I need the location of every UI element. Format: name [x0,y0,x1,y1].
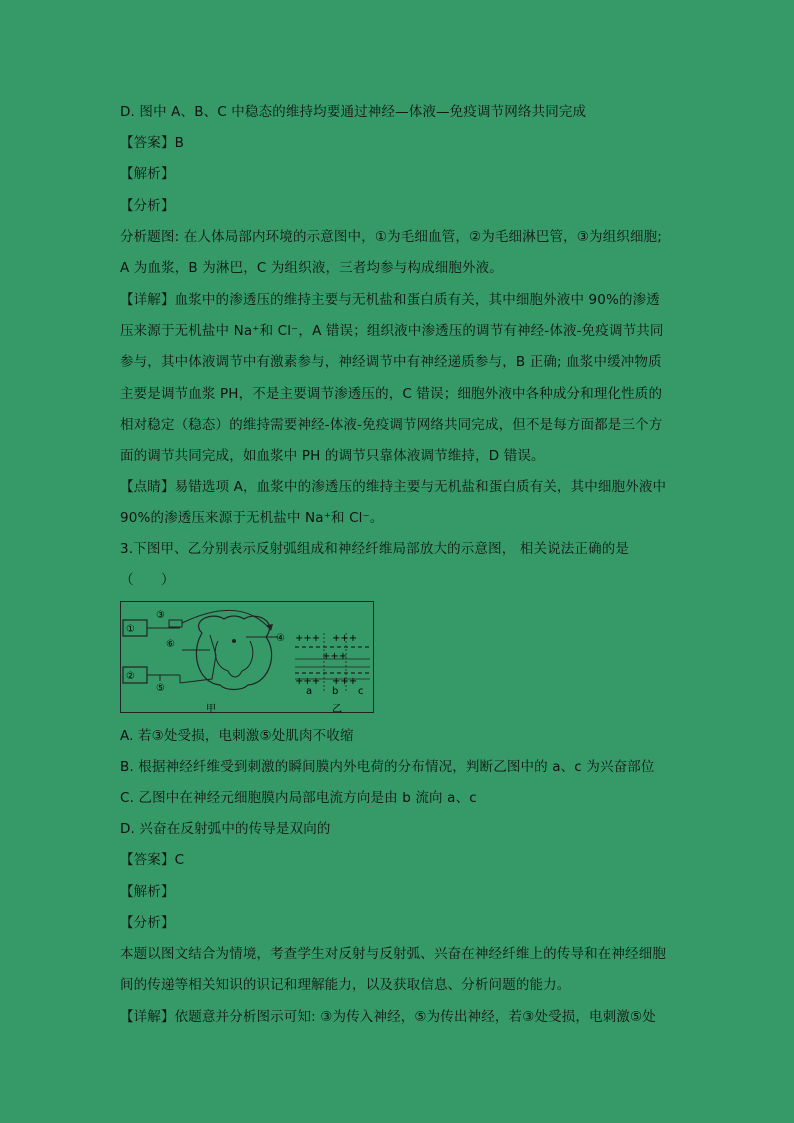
option-d-q3: D. 兴奋在反射弧中的传导是双向的 [120,821,331,837]
analysis-text-line: 分析题图: 在人体局部内环境的示意图中，①为毛细血管，②为毛细淋巴管，③为组织细胞; [120,229,662,245]
fiber-plus-row: +++ [295,676,321,687]
detail-text-line: 相对稳定（稳态）的维持需要神经-体液-免疫调节网络共同完成，但不是每方面都是三个方 [120,417,663,433]
label-1: ① [126,624,135,635]
fiber-plus-row: +++ [322,651,348,662]
label-yi: 乙 [332,704,342,713]
option-a-q3: A. 若③处受损，电刺激⑤处肌肉不收缩 [120,728,354,744]
label-6: ⑥ [166,639,175,650]
fiber-plus-row: +++ [332,676,358,687]
answer-label-q3: 【答案】C [120,852,185,868]
detail-text-line: 【详解】依题意并分析图示可知: ③为传入神经，⑤为传出神经，若③处受损，电刺激⑤处 [120,1009,656,1025]
tip-text-line: 【点睛】易错选项 A，血浆中的渗透压的维持主要与无机盐和蛋白质有关，其中细胞外液中 [120,479,667,495]
detail-text-line: 压来源于无机盐中 Na⁺和 Cl⁻，A 错误；组织液中渗透压的调节有神经-体液-免疫调节共同 [120,323,664,339]
analysis-text-line: A 为血浆，B 为淋巴，C 为组织液，三者均参与构成细胞外液。 [120,260,503,276]
fiber-label-c: c [358,686,364,697]
tip-text-line: 90%的渗透压来源于无机盐中 Na⁺和 Cl⁻。 [120,510,384,526]
fiber-label-a: a [306,686,313,697]
reflex-arc-figure [120,601,374,713]
question-3-paren: （ ） [120,572,175,588]
detail-text-line: 面的调节共同完成，如血浆中 PH 的调节只靠体液调节维持，D 错误。 [120,448,545,464]
fiber-plus-row: +++ [332,633,358,644]
option-d-q2: D. 图中 A、B、C 中稳态的维持均要通过神经—体液—免疫调节网络共同完成 [120,104,587,120]
label-jia: 甲 [206,704,216,713]
option-c-q3: C. 乙图中在神经元细胞膜内局部电流方向是由 b 流向 a、c [120,790,477,806]
label-2: ② [126,671,135,682]
detail-text-line: 主要是调节血浆 PH，不是主要调节渗透压的，C 错误；细胞外液中各种成分和理化性质的 [120,386,663,402]
label-3: ③ [156,610,165,621]
fenxi-heading: 【分析】 [120,198,175,214]
label-4: ④ [276,633,285,644]
reflex-arc-diagram [120,601,374,713]
question-3-stem: 3.下图甲、乙分别表示反射弧组成和神经纤维局部放大的示意图， 相关说法正确的是 [120,541,630,557]
fiber-plus-row: +++ [295,633,321,644]
detail-text-line: 【详解】血浆中的渗透压的维持主要与无机盐和蛋白质有关，其中细胞外液中 90%的渗透 [120,292,660,308]
analysis-text-line: 本题以图文结合为情境，考查学生对反射与反射弧、兴奋在神经纤维上的传导和在神经细胞 [120,946,666,962]
fiber-label-b: b [332,686,339,697]
fenxi-heading: 【分析】 [120,915,175,931]
label-5: ⑤ [156,683,165,694]
analysis-heading: 【解析】 [120,166,175,182]
detail-text-line: 参与，其中体液调节中有激素参与，神经调节中有神经递质参与，B 正确; 血浆中缓冲物质 [120,354,662,370]
analysis-text-line: 间的传递等相关知识的识记和理解能力，以及获取信息、分析问题的能力。 [120,977,571,993]
option-b-q3: B. 根据神经纤维受到刺激的瞬间膜内外电荷的分布情况，判断乙图中的 a、c 为兴奋部位 [120,759,655,775]
analysis-heading: 【解析】 [120,884,175,900]
answer-label-q2: 【答案】B [120,135,185,151]
